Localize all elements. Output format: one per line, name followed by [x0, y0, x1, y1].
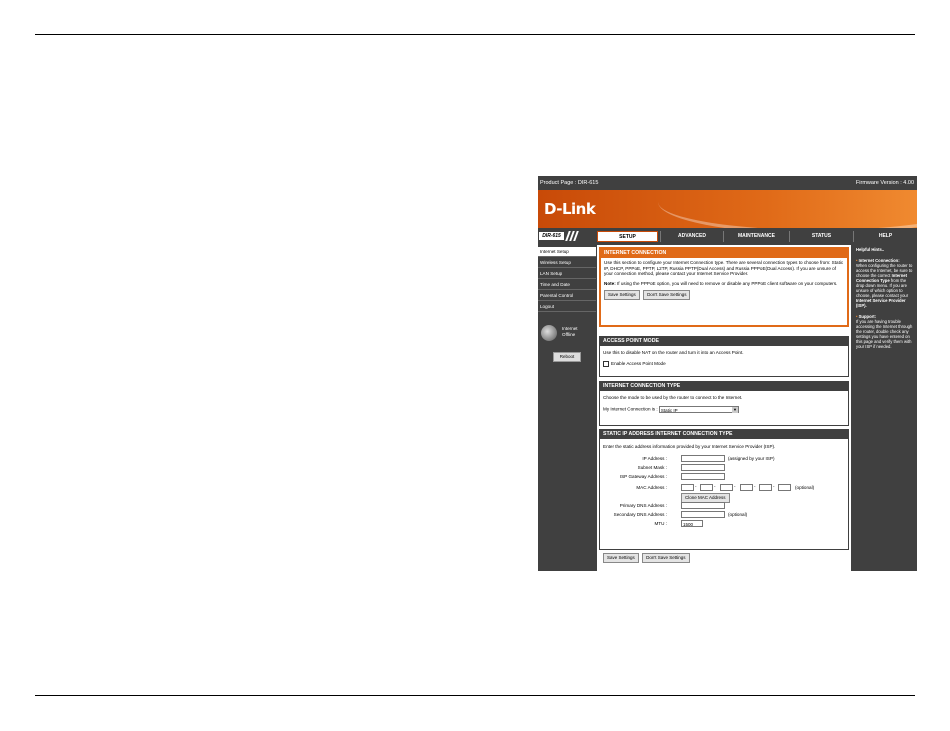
sidebar-item-wireless-setup[interactable]: Wireless Setup [538, 258, 596, 268]
mac-separator: - [773, 483, 775, 489]
subnet-mask-input[interactable] [681, 464, 725, 471]
tab-maintenance[interactable]: MAINTENANCE [723, 231, 789, 242]
tab-advanced[interactable]: ADVANCED [660, 231, 723, 242]
access-point-section [599, 336, 849, 377]
ip-note: (assigned by your ISP) [728, 455, 775, 461]
section-title: STATIC IP ADDRESS INTERNET CONNECTION TYPE [600, 430, 848, 439]
chevron-down-icon: ▼ [732, 406, 737, 412]
mac-note: (optional) [795, 484, 815, 490]
model-badge [538, 230, 596, 242]
save-settings-button[interactable]: Save Settings [604, 290, 640, 300]
sidebar-item-lan-setup[interactable]: LAN Setup [538, 269, 596, 279]
dns2-note: (optional) [728, 511, 748, 517]
internet-connection-section [599, 247, 849, 327]
mac-separator: - [754, 483, 756, 489]
hint-text: If you are having trouble accessing the Internet through the router, double check any settings you have entered on this page and verify them with your ISP if needed. [856, 319, 913, 349]
mac-field[interactable] [720, 484, 733, 491]
connection-type-section [599, 381, 849, 426]
top-bar [538, 176, 917, 190]
sidebar [538, 245, 596, 571]
sidebar-item-logout[interactable]: Logout [538, 302, 596, 312]
top-nav [597, 231, 917, 242]
pppoe-note [604, 281, 844, 287]
top-rule [35, 34, 915, 35]
mac-field[interactable] [700, 484, 713, 491]
tab-setup[interactable]: SETUP [597, 231, 658, 242]
product-label: Product Page : DIR-615 [540, 180, 599, 186]
hint-bold: Internet Service Provider (ISP). [856, 298, 906, 308]
mac-separator: - [714, 483, 716, 489]
section-title: INTERNET CONNECTION [601, 249, 847, 258]
bottom-rule [35, 695, 915, 696]
banner [538, 190, 917, 228]
tab-help[interactable]: HELP [853, 231, 917, 242]
banner-swoosh [658, 190, 917, 228]
subnet-label: Subnet Mask : [637, 464, 667, 470]
bullet-icon: • [856, 314, 858, 319]
gateway-input[interactable] [681, 473, 725, 480]
save-settings-button-bottom[interactable]: Save Settings [603, 553, 639, 563]
dlink-logo: D-Link [544, 200, 596, 218]
hint-text: When configuring the router to access the Internet, be sure to choose the correct [856, 263, 913, 278]
main-content [597, 245, 851, 571]
dont-save-settings-button-bottom[interactable]: Don't Save Settings [642, 553, 689, 563]
mac-label: MAC Address : [636, 484, 667, 490]
mac-field[interactable] [778, 484, 791, 491]
section-description: Use this to disable NAT on the router and turn it into an Access Point. [603, 350, 744, 355]
sidebar-item-parental-control[interactable]: Parental Control [538, 291, 596, 301]
hint-heading: Internet Connection: [858, 258, 900, 263]
internet-status [562, 326, 578, 338]
mtu-input[interactable]: 1500 [681, 520, 703, 527]
hint-bold: Internet Connection Type [856, 273, 907, 283]
secondary-dns-input[interactable] [681, 511, 725, 518]
bullet-icon: • [856, 258, 858, 263]
mac-field[interactable] [759, 484, 772, 491]
mac-separator: - [695, 483, 697, 489]
ip-label: IP Address : [642, 455, 667, 461]
hint-heading: Support: [858, 314, 877, 319]
hint-text: from the drop down menu. If you are unsure of which option to choose, please contact your [856, 278, 909, 298]
internet-status-label: Internet [562, 326, 578, 331]
helpful-hints-panel [854, 245, 917, 571]
hints-title: Helpful Hints.. [856, 247, 885, 252]
mac-separator: - [734, 483, 736, 489]
tab-status[interactable]: STATUS [789, 231, 853, 242]
reboot-button[interactable]: Reboot [553, 352, 581, 362]
gateway-label: ISP Gateway Address : [619, 473, 667, 479]
sidebar-item-time-date[interactable]: Time and Date [538, 280, 596, 290]
router-screenshot [538, 176, 917, 571]
mtu-label: MTU : [654, 520, 667, 526]
section-title: INTERNET CONNECTION TYPE [600, 382, 848, 391]
select-value: Static IP [660, 407, 678, 413]
section-description: Use this section to configure your Internet Connection type. There are several connection types to choose from: Static IP, DHCP, PPPoE, PPTP, L2TP, Russia PPTP(Dual Access) and Russia PPPoE(Dual Access). If you are unsure of your connection method, please contact your Internet Service Provider. [604, 260, 844, 277]
access-point-checkbox[interactable] [603, 361, 609, 367]
dns1-label: Primary DNS Address : [619, 502, 667, 508]
section-description: Enter the static address information provided by your Internet Service Provider (ISP). [603, 444, 776, 449]
note-text: If using the PPPoE option, you will need to remove or disable any PPPoE client software on your computers. [617, 280, 838, 286]
mac-field[interactable] [681, 484, 694, 491]
dont-save-settings-button[interactable]: Don't Save Settings [643, 290, 690, 300]
firmware-label: Firmware Version : 4.00 [855, 180, 914, 186]
connection-type-select[interactable] [659, 406, 739, 413]
globe-icon [541, 325, 557, 341]
select-label: My Internet Connection is : [603, 406, 658, 412]
mac-field[interactable] [740, 484, 753, 491]
internet-status-value: Offline [562, 332, 576, 337]
clone-mac-button[interactable]: Clone MAC Address [681, 493, 730, 503]
note-label: Note: [604, 280, 616, 286]
dns2-label: Secondary DNS Address : [613, 511, 667, 517]
ip-address-input[interactable] [681, 455, 725, 462]
static-ip-section [599, 429, 849, 550]
model-tag: DIR-615 [539, 232, 564, 240]
section-description: Choose the mode to be used by the router to connect to the Internet. [603, 395, 743, 400]
sidebar-item-internet-setup[interactable]: Internet Setup [538, 247, 596, 257]
section-title: ACCESS POINT MODE [600, 337, 848, 346]
primary-dns-input[interactable] [681, 502, 725, 509]
checkbox-label: Enable Access Point Mode [611, 360, 666, 366]
